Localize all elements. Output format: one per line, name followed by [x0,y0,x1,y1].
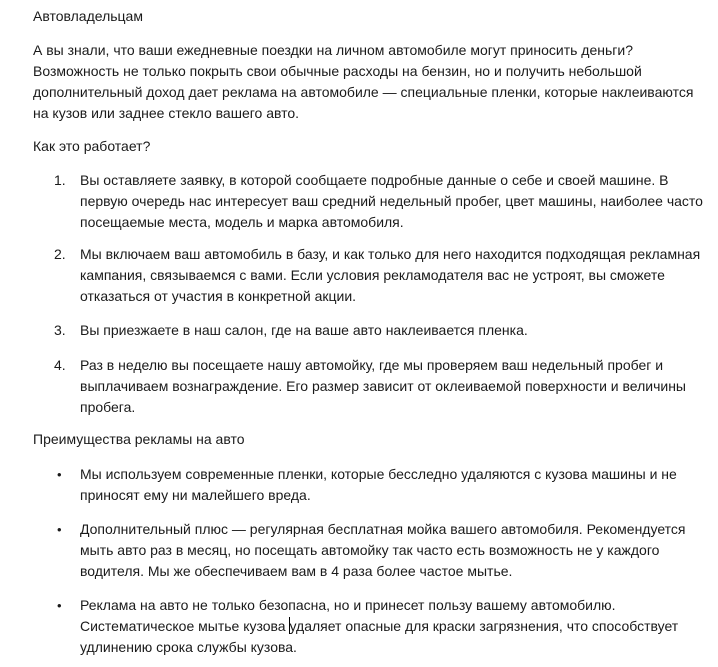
list-item-text: Раз в неделю вы посещаете нашу автомойку, где мы проверяем ваш недельный пробег и выплачиваем вознаграждение. Его размер зависит от оклеиваемой поверхности и величины пробега. [80,357,686,415]
list-item-text[interactable] [80,595,710,658]
list-item-text: Вы приезжаете в наш салон, где на ваше авто наклеивается пленка. [80,322,528,338]
bullet-marker: • [57,522,62,537]
bullet-marker: • [57,467,62,482]
section-heading-advantages: Преимущества рекламы на авто [33,431,245,447]
list-item-text: Дополнительный плюс — регулярная бесплатная мойка вашего автомобиля. Рекомендуется мыть авто раз в месяц, но посещать автомойку так часто есть возможность не у каждого водителя. Мы же обеспечиваем вам в 4 раза более частое мытье. [80,521,686,579]
list-number: 2. [54,246,66,262]
list-number: 4. [54,357,66,373]
list-number: 1. [54,172,66,188]
list-item-text: Мы используем современные пленки, которые бесследно удаляются с кузова машины и не приносят ему ни малейшего вреда. [80,466,677,503]
text-after-caret: удаляет опасные для краски загрязнения, что способствует удлинению срока службы кузова. [80,618,679,655]
bullet-marker: • [57,598,62,613]
text-before-caret: Реклама на авто не только безопасна, но и принесет пользу вашему автомобилю. Систематическое мытье кузова [80,597,616,634]
list-item-text: Вы оставляете заявку, в которой сообщаете подробные данные о себе и своей машине. В первую очередь нас интересует ваш средний недельный пробег, цвет машины, наиболее часто посещаемые места, модель и марка автомобиля. [80,172,703,230]
list-number: 3. [54,322,66,338]
section-heading-owners: Автовладельцам [33,8,143,24]
section-heading-how: Как это работает? [33,138,151,154]
intro-paragraph: А вы знали, что ваши ежедневные поездки на личном автомобиле могут приносить деньги? Возможность не только покрыть свои обычные расходы на бензин, но и получить небольшой дополнительный доход дает реклама на автомобиле — специальные пленки, которые наклеиваются на кузов или заднее стекло вашего авто. [33,42,694,121]
list-item-text: Мы включаем ваш автомобиль в базу, и как только для него находится подходящая рекламная кампания, связываемся с вами. Если условия рекламодателя вас не устроят, вы сможете отказаться от участия в конкретной акции. [80,246,701,304]
